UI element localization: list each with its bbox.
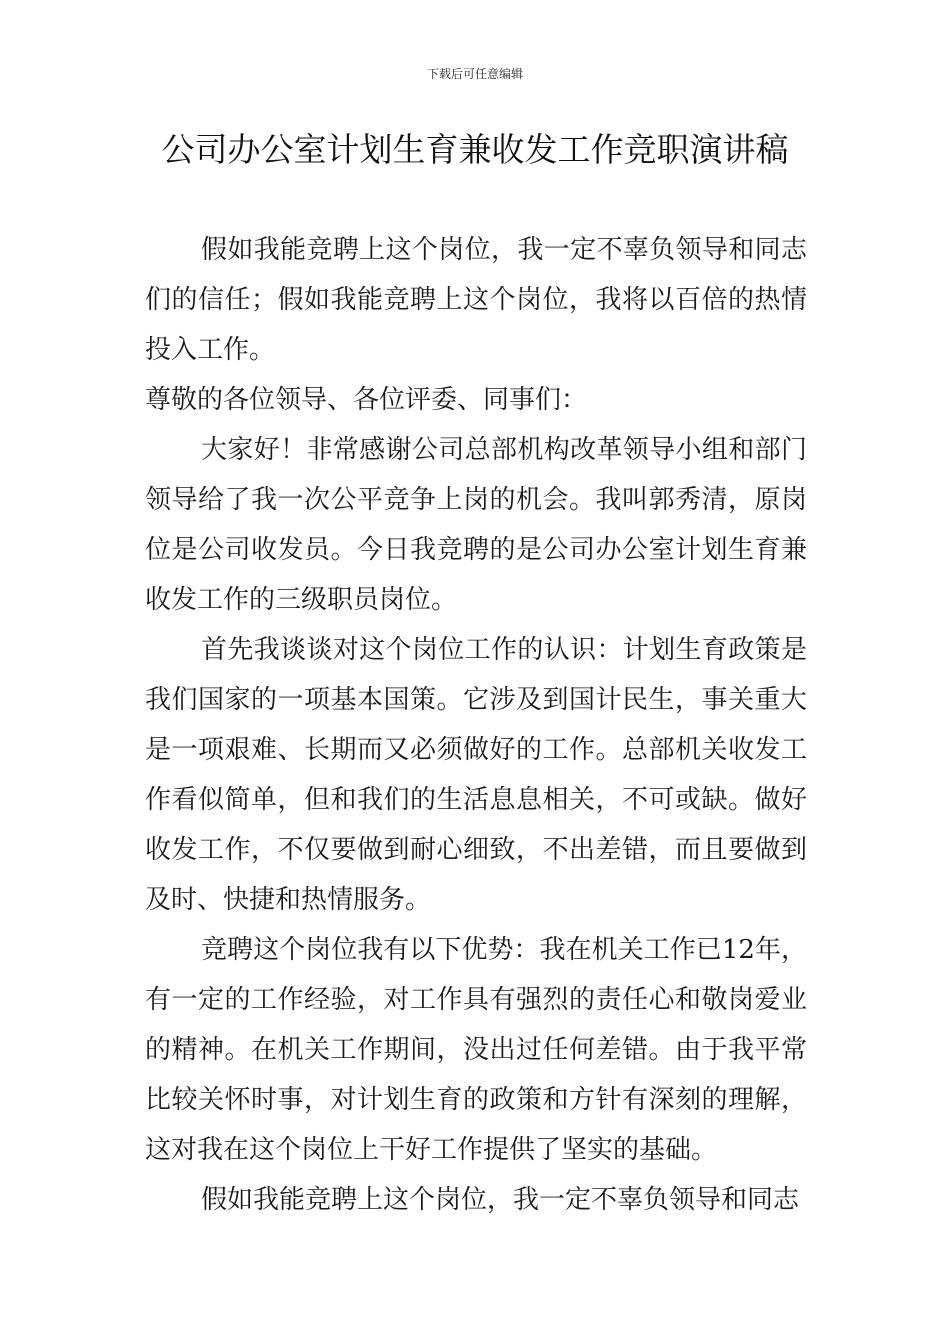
paragraph-closing: 假如我能竞聘上这个岗位，我一定不辜负领导和同志 — [201, 1185, 800, 1215]
paragraph-advantages: 竞聘这个岗位我有以下优势：我在机关工作已12年，有一定的工作经验，对工作具有强烈的责任心和敬岗爱业的精神。在机关工作期间，没出过任何差错。由于我平常比较关怀时事，对计划生育的政策和方针有深刻的理解，这对我在这个岗位上干好工作提供了坚实的基础。 — [145, 935, 807, 1165]
paragraph-greeting: 大家好！非常感谢公司总部机构改革领导小组和部门领导给了我一次公平竞争上岗的机会。我叫郭秀清，原岗位是公司收发员。今日我竞聘的是公司办公室计划生育兼收发工作的三级职员岗位。 — [145, 435, 807, 615]
document-body — [145, 225, 807, 1225]
document-title: 公司办公室计划生育兼收发工作竞职演讲稿 — [161, 130, 789, 169]
paragraph-salutation: 尊敬的各位领导、各位评委、同事们： — [145, 385, 588, 415]
paragraph-intro: 假如我能竞聘上这个岗位，我一定不辜负领导和同志们的信任；假如我能竞聘上这个岗位，我将以百倍的热情投入工作。 — [145, 235, 807, 365]
paragraph-understanding: 首先我谈谈对这个岗位工作的认识：计划生育政策是我们国家的一项基本国策。它涉及到国计民生，事关重大是一项艰难、长期而又必须做好的工作。总部机关收发工作看似简单，但和我们的生活息息相关，不可或缺。做好收发工作，不仅要做到耐心细致，不出差错，而且要做到及时、快捷和热情服务。 — [145, 635, 807, 915]
page-header-note: 下载后可任意编辑 — [426, 67, 523, 81]
